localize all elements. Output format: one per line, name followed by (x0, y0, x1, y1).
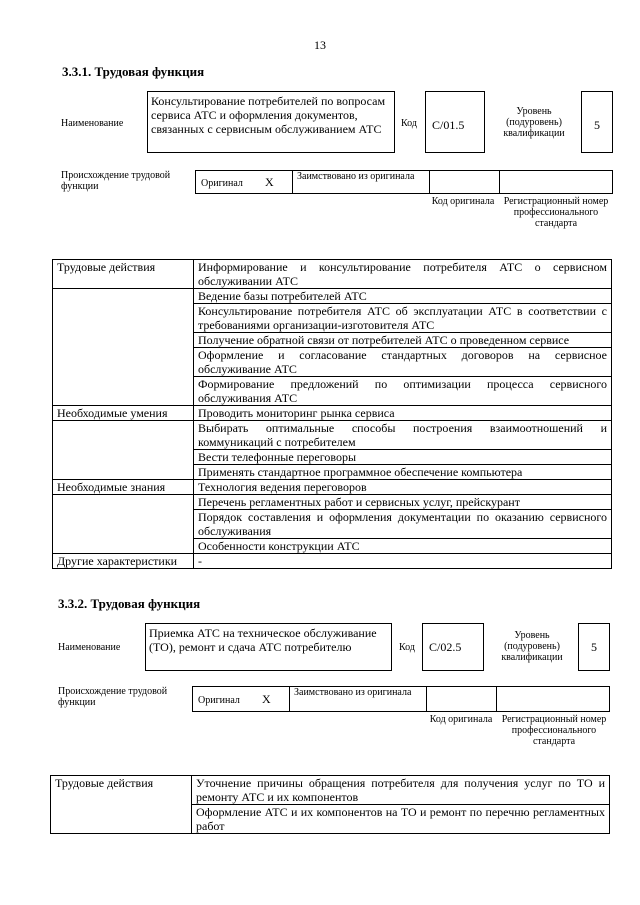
function-code: С/02.5 (422, 623, 484, 671)
origin-label: Происхождение трудовой функции (58, 686, 168, 708)
function-name: Консультирование потребителей по вопросам сервиса АТС и оформления документов, связанных с сервисным обслуживанием АТС (147, 91, 395, 153)
registration-label: Регистрационный номер профессионального стандарта (503, 196, 609, 229)
category-cell (53, 333, 194, 348)
function-code: С/01.5 (425, 91, 485, 153)
activity-cell: Информирование и консультирование потребителя АТС о сервисном обслуживании АТС (194, 260, 612, 289)
name-label: Наименование (61, 118, 124, 129)
category-cell: Трудовые действия (51, 776, 192, 805)
category-cell: Необходимые умения (53, 406, 194, 421)
activity-cell: Формирование предложений по оптимизации процесса сервисного обслуживания АТС (194, 377, 612, 406)
original-code-label: Код оригинала (431, 196, 495, 207)
section-heading: 3.3.2. Трудовая функция (58, 596, 201, 611)
category-cell (51, 805, 192, 834)
skill-cell: Вести телефонные переговоры (194, 450, 612, 465)
knowledge-cell: Технология ведения переговоров (194, 480, 612, 495)
level-value: 5 (581, 91, 613, 153)
level-label: Уровень (подуровень) квалификации (503, 106, 565, 139)
function-name: Приемка АТС на техническое обслуживание (ТО), ремонт и сдача АТС потребителю (145, 623, 392, 671)
category-cell (53, 465, 194, 480)
category-cell (53, 421, 194, 450)
borrowed-label: Заимствовано из оригинала (297, 171, 415, 182)
category-cell (53, 495, 194, 510)
original-mark: X (262, 692, 271, 706)
knowledge-cell: Перечень регламентных работ и сервисных услуг, прейскурант (194, 495, 612, 510)
level-value: 5 (578, 623, 610, 671)
category-cell: Необходимые знания (53, 480, 194, 495)
code-label: Код (401, 118, 417, 129)
category-cell: Трудовые действия (53, 260, 194, 289)
skill-cell: Проводить мониторинг рынка сервиса (194, 406, 612, 421)
skill-cell: Применять стандартное программное обеспечение компьютера (194, 465, 612, 480)
category-cell (53, 450, 194, 465)
category-cell (53, 289, 194, 304)
activity-cell: Ведение базы потребителей АТС (194, 289, 612, 304)
category-cell (53, 377, 194, 406)
original-label: Оригинал (198, 695, 240, 706)
name-label: Наименование (58, 642, 121, 653)
activity-cell: Консультирование потребителя АТС об эксплуатации АТС в соответствии с требованиями организации-изготовителя АТС (194, 304, 612, 333)
section-heading: 3.3.1. Трудовая функция (62, 64, 205, 79)
category-cell (53, 510, 194, 539)
registration-label: Регистрационный номер профессионального стандарта (501, 714, 607, 747)
category-cell: Другие характеристики (53, 554, 194, 569)
activities-table (50, 775, 610, 834)
category-cell (53, 539, 194, 554)
code-label: Код (399, 642, 415, 653)
level-label: Уровень (подуровень) квалификации (501, 630, 563, 663)
knowledge-cell: Порядок составления и оформления документации по оказанию сервисного обслуживания (194, 510, 612, 539)
origin-box (192, 686, 610, 712)
activity-cell: Получение обратной связи от потребителей АТС о проведенном сервисе (194, 333, 612, 348)
activities-table (52, 259, 612, 569)
skill-cell: Выбирать оптимальные способы построения взаимоотношений и коммуникаций с потребителем (194, 421, 612, 450)
origin-label: Происхождение трудовой функции (61, 170, 171, 192)
activity-cell: Уточнение причины обращения потребителя для получения услуг по ТО и ремонту АТС и их компонентов (192, 776, 610, 805)
original-mark: X (265, 175, 274, 189)
activity-cell: Оформление и согласование стандартных договоров на сервисное обслуживание АТС (194, 348, 612, 377)
category-cell (53, 304, 194, 333)
origin-box (195, 170, 613, 194)
page-number: 13 (314, 38, 326, 52)
activity-cell: Оформление АТС и их компонентов на ТО и ремонт по перечню регламентных работ (192, 805, 610, 834)
category-cell (53, 348, 194, 377)
other-cell: - (194, 554, 612, 569)
borrowed-label: Заимствовано из оригинала (294, 687, 412, 698)
knowledge-cell: Особенности конструкции АТС (194, 539, 612, 554)
original-code-label: Код оригинала (429, 714, 493, 725)
original-label: Оригинал (201, 178, 243, 189)
